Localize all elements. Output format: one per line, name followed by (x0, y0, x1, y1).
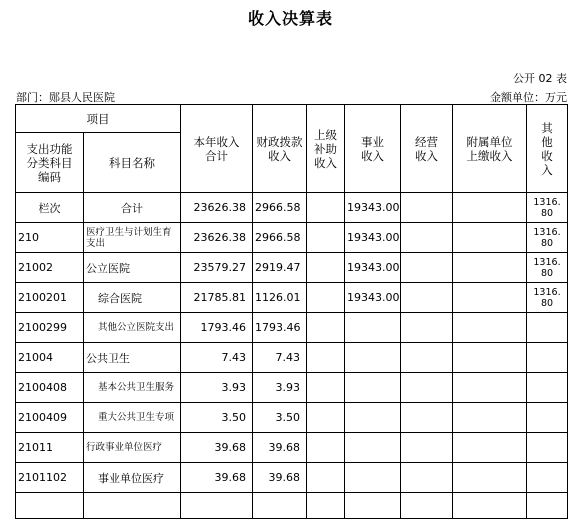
row-fiscal: 1126.01 (253, 283, 307, 313)
row-name: 其他公立医院支出 (84, 313, 181, 343)
row-total: 23626.38 (181, 193, 253, 223)
row-affiliated (453, 403, 527, 433)
row-business (345, 373, 401, 403)
header-operating (401, 105, 453, 193)
row-business: 19343.00 (345, 193, 401, 223)
row-name: 重大公共卫生专项 (84, 403, 181, 433)
table-row (16, 343, 568, 373)
row-business: 19343.00 (345, 223, 401, 253)
row-code: 210 (16, 223, 84, 253)
row-name: 事业单位医疗 (84, 463, 181, 493)
row-other-value: 1316.80 (533, 226, 561, 249)
row-superior (307, 403, 345, 433)
row-superior (307, 373, 345, 403)
row-other (527, 193, 568, 223)
unit-label: 金额单位：万元 (490, 91, 567, 104)
row-code: 21004 (16, 343, 84, 373)
row-business (345, 313, 401, 343)
row-other-value: 1316.80 (533, 256, 561, 279)
header-fiscal (253, 105, 307, 193)
header-subject-name: 科目名称 (84, 133, 181, 193)
row-name: 综合医院 (84, 283, 181, 313)
row-affiliated (453, 223, 527, 253)
row-total: 3.93 (181, 373, 253, 403)
empty-cell (181, 493, 253, 519)
row-fiscal: 39.68 (253, 463, 307, 493)
row-affiliated (453, 313, 527, 343)
row-business (345, 343, 401, 373)
row-code: 2100201 (16, 283, 84, 313)
row-other-value: 1316.80 (533, 196, 561, 219)
row-name: 基本公共卫生服务 (84, 373, 181, 403)
row-fiscal: 3.50 (253, 403, 307, 433)
row-total: 23626.38 (181, 223, 253, 253)
department-label: 部门：郧县人民医院 (16, 91, 115, 104)
header-func-code-label: 支出功能分类科目编码 (26, 141, 73, 184)
table-row (16, 433, 568, 463)
table-row-empty (16, 493, 568, 519)
row-affiliated (453, 343, 527, 373)
row-affiliated (453, 463, 527, 493)
header-affiliated-label: 附属单位上缴收入 (466, 134, 513, 163)
row-affiliated (453, 433, 527, 463)
row-code: 2100409 (16, 403, 84, 433)
table-row (16, 253, 568, 283)
header-business (345, 105, 401, 193)
empty-cell (401, 493, 453, 519)
row-operating (401, 193, 453, 223)
row-other (527, 403, 568, 433)
form-code: 公开 02 表 (513, 72, 567, 85)
empty-cell (253, 493, 307, 519)
row-operating (401, 403, 453, 433)
table-row (16, 283, 568, 313)
row-operating (401, 313, 453, 343)
row-operating (401, 433, 453, 463)
row-name: 公立医院 (84, 253, 181, 283)
row-superior (307, 283, 345, 313)
row-other (527, 373, 568, 403)
row-superior (307, 313, 345, 343)
row-total: 39.68 (181, 463, 253, 493)
row-business: 19343.00 (345, 253, 401, 283)
row-fiscal: 1793.46 (253, 313, 307, 343)
row-name: 公共卫生 (84, 343, 181, 373)
row-total: 39.68 (181, 433, 253, 463)
row-other (527, 343, 568, 373)
row-business (345, 433, 401, 463)
row-code: 2101102 (16, 463, 84, 493)
row-superior (307, 193, 345, 223)
row-other (527, 463, 568, 493)
row-fiscal: 2966.58 (253, 193, 307, 223)
row-name: 合计 (84, 193, 181, 223)
report-title: 收入决算表 (247, 9, 333, 28)
table-row (16, 373, 568, 403)
row-other (527, 223, 568, 253)
row-operating (401, 373, 453, 403)
empty-cell (16, 493, 84, 519)
row-code: 21002 (16, 253, 84, 283)
row-affiliated (453, 283, 527, 313)
row-other (527, 433, 568, 463)
table-row (16, 313, 568, 343)
row-total: 21785.81 (181, 283, 253, 313)
table-row (16, 403, 568, 433)
empty-cell (84, 493, 181, 519)
row-operating (401, 253, 453, 283)
row-operating (401, 223, 453, 253)
header-other-label: 其他收入 (541, 120, 553, 177)
header-total-income-label: 本年收入合计 (193, 134, 240, 163)
row-other (527, 283, 568, 313)
empty-cell (527, 493, 568, 519)
income-table (15, 104, 568, 519)
row-superior (307, 343, 345, 373)
row-total: 1793.46 (181, 313, 253, 343)
row-operating (401, 343, 453, 373)
row-fiscal: 7.43 (253, 343, 307, 373)
row-business (345, 463, 401, 493)
empty-cell (453, 493, 527, 519)
row-other-value: 1316.80 (533, 286, 561, 309)
row-superior (307, 433, 345, 463)
row-superior (307, 223, 345, 253)
row-total: 3.50 (181, 403, 253, 433)
header-project: 项目 (16, 105, 181, 133)
header-total-income (181, 105, 253, 193)
empty-cell (345, 493, 401, 519)
row-code: 2100408 (16, 373, 84, 403)
row-total: 7.43 (181, 343, 253, 373)
table-row (16, 193, 568, 223)
row-affiliated (453, 373, 527, 403)
header-superior-label: 上级补助收入 (314, 127, 337, 170)
row-operating (401, 463, 453, 493)
row-superior (307, 463, 345, 493)
row-other (527, 253, 568, 283)
row-affiliated (453, 253, 527, 283)
table-row (16, 463, 568, 493)
row-fiscal: 2919.47 (253, 253, 307, 283)
row-code: 21011 (16, 433, 84, 463)
table-row (16, 223, 568, 253)
row-name: 医疗卫生与计划生育支出 (84, 223, 181, 253)
row-affiliated (453, 193, 527, 223)
row-other (527, 313, 568, 343)
row-business (345, 403, 401, 433)
row-code: 栏次 (16, 193, 84, 223)
header-affiliated (453, 105, 527, 193)
row-fiscal: 3.93 (253, 373, 307, 403)
header-superior (307, 105, 345, 193)
header-other (527, 105, 568, 193)
row-name: 行政事业单位医疗 (84, 433, 181, 463)
row-superior (307, 253, 345, 283)
header-fiscal-label: 财政拨款收入 (256, 134, 303, 163)
row-business: 19343.00 (345, 283, 401, 313)
empty-cell (307, 493, 345, 519)
row-operating (401, 283, 453, 313)
header-business-label: 事业收入 (361, 134, 384, 163)
row-code: 2100299 (16, 313, 84, 343)
row-fiscal: 2966.58 (253, 223, 307, 253)
header-func-code (16, 133, 84, 193)
row-total: 23579.27 (181, 253, 253, 283)
header-operating-label: 经营收入 (415, 134, 438, 163)
row-fiscal: 39.68 (253, 433, 307, 463)
